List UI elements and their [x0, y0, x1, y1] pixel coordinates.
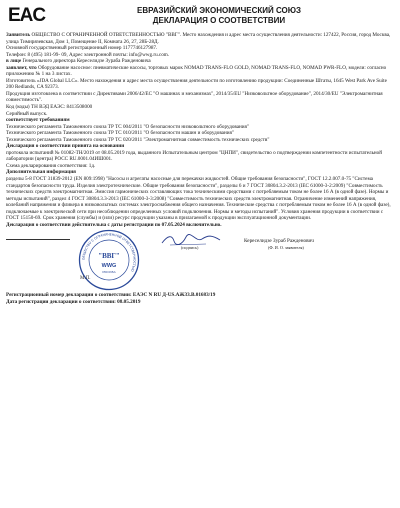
registration-date-label: Дата регистрации декларации о соответствии: [6, 299, 116, 306]
registration-date: 08.05.2019 [117, 299, 141, 306]
compliance-item: Технического регламента Таможенного союза ТР ТС 020/2011 "Электромагнитная совместимость технических средств" [6, 136, 270, 143]
product-block [6, 65, 394, 78]
declares-label: заявляет, что [6, 64, 37, 71]
seal-ring-text: ОБЩЕСТВО С ОГРАНИЧЕННОЙ ОТВЕТСТВЕННОСТЬЮ [81, 232, 137, 273]
declaration-scheme: Схема декларирования соответствия: 1д. [6, 162, 96, 169]
compliance-heading: соответствует требованиям [6, 117, 70, 124]
document-title [44, 6, 394, 26]
stamp-place-label: М.П. [80, 276, 91, 282]
declaration-page [6, 4, 394, 500]
seal-city-text: МОСКВА [102, 270, 116, 275]
representative-label: в лице [6, 58, 22, 65]
applicant-block [6, 32, 394, 45]
production-type: Серийный выпуск. [6, 110, 48, 117]
additional-text: разделы 5-8 ГОСТ 31839-2012 (EN 809:1998) "Насосы и агрегаты насосные для перекачки жидкостей. Общие требования безопасности", ГОСТ 12.2.007.0-75 "Система стандартов безопасности труда. Изделия электротехнические. Общие требования безопасности", разделы 6 и 7 ГОСТ 30804.3.2-2013 (IEC 61000-3-2:2009) "Совместимость технических средств электромагнитная. Эмиссия гармонических составляющих тока техническими средствами с потребляемым током не более 16 А (в одной фазе). Нормы и методы испытаний", раздел 4 ГОСТ 30804.3.3-2013 (IEC 61000-3-3:2008) "Совместимость технических средств электромагнитная. Ограничение изменений напряжения, колебаний напряжения и фликера в низковольтных системах электроснабжения общего назначения. Технические средства с потребляемым током не более 16 А (в одной фазе), подключаемые к электрической сети при несоблюдении определенных условий подключения. Нормы и методы испытаний". Условия хранения продукции в соответствии с ГОСТ 15150-69. Срок хранения (службы) и (или) ресурс продукции указаны в прилагаемой к продукции эксплуатационной документации. [6, 176, 391, 222]
registration-number-line [6, 292, 394, 299]
seal-center-text: "ВВГ" [98, 252, 120, 261]
directives-info: Продукция изготовлена в соответствии с Директивами 2006/42/EC "О машинах и механизмах", 2014/35/EU "Низковольтное оборудование", 2014/30/EU "Электромагнитная совместимость". [6, 90, 383, 104]
basis-text: протокола испытаний № 01082-ТН/2019 от 08.05.2019 года, выданного Испытательным центром "ЦНПИ", свидетельство о подтверждении компетентности испытательной лаборатории (центра) РОСС RU.0001.04ИШ001. [6, 149, 382, 163]
registration-block [6, 292, 394, 306]
registration-number: ЕАЭС N RU Д-US.АЖ33.В.01683/19 [132, 292, 216, 299]
signature-caption: (подпись) [181, 245, 199, 251]
manufacturer-info: Изготовитель «JDA Global LLC». Место нахождения и адрес места осуществления деятельности по изготовлению продукции: Соединенные Штаты, 1645 West Park Ave Suite 200 Redlands, CA 92373. [6, 77, 387, 91]
tnved-code: Код (коды) ТН ВЭД ЕАЭС: 8413508000 [6, 104, 93, 111]
additional-heading: Дополнительная информация [6, 169, 76, 176]
validity-label: Декларация о соответствии действительна с даты регистрации по [6, 221, 161, 228]
title-declaration: ДЕКЛАРАЦИЯ О СООТВЕТСТВИИ [152, 16, 286, 25]
title-union: ЕВРАЗИЙСКИЙ ЭКОНОМИЧЕСКИЙ СОЮЗ [136, 6, 302, 15]
validity-line [6, 222, 394, 229]
compliance-item: Технического регламента Таможенного союза ТР ТС 010/2011 "О безопасности машин и оборудования" [6, 130, 234, 137]
signature-line [6, 239, 70, 240]
signer-name: Кереселидзе Зураб Ражденович [244, 238, 314, 245]
applicant-contacts: Телефон: 8 (495) 181-99- 09, Адрес электронной почты: info@wwg.ru.com. [6, 51, 170, 58]
applicant-text: ОБЩЕСТВО С ОГРАНИЧЕННОЙ ОТВЕТСТВЕННОСТЬЮ "ВВГ". Место нахождения и адрес места осуществления деятельности: 127422, Россия, город Москва, улица Тимирязевская, Дом 1, Помещение II, Комната 26, 27, 28Б-28Д. [6, 32, 391, 45]
applicant-ogrn: Основной государственный регистрационный номер 1177746127987. [6, 45, 158, 52]
registration-number-label: Регистрационный номер декларации о соответствии: [6, 292, 132, 299]
basis-heading: Декларация о соответствии принята на основании [6, 143, 125, 150]
representative-text: Генерального директора Кереселидзе Зураба Ражденовича [22, 58, 151, 65]
compliance-item: Технического регламента Таможенного союза ТР ТС 004/2011 "О безопасности низковольтного оборудования" [6, 123, 249, 130]
product-description: Оборудование насосное: пневматические насосы, торговых марок NOMAD TRANS-FLO GOLD, NOMAD TRANS-FLO, NOMAD PWR-FLO, модели: согласно приложению № 1 на 3 листах. [6, 64, 387, 78]
validity-date: 07.05.2024 включительно. [161, 221, 222, 228]
name-caption: (Ф. И. О. заявителя) [268, 245, 304, 251]
registration-date-line [6, 299, 394, 306]
applicant-label: Заявитель [6, 32, 31, 38]
eac-logo: EAC [8, 5, 46, 26]
declaration-body [6, 32, 394, 228]
seal-logo-text: WWG [101, 263, 117, 270]
document-header [6, 4, 394, 32]
signature-area [6, 229, 394, 291]
